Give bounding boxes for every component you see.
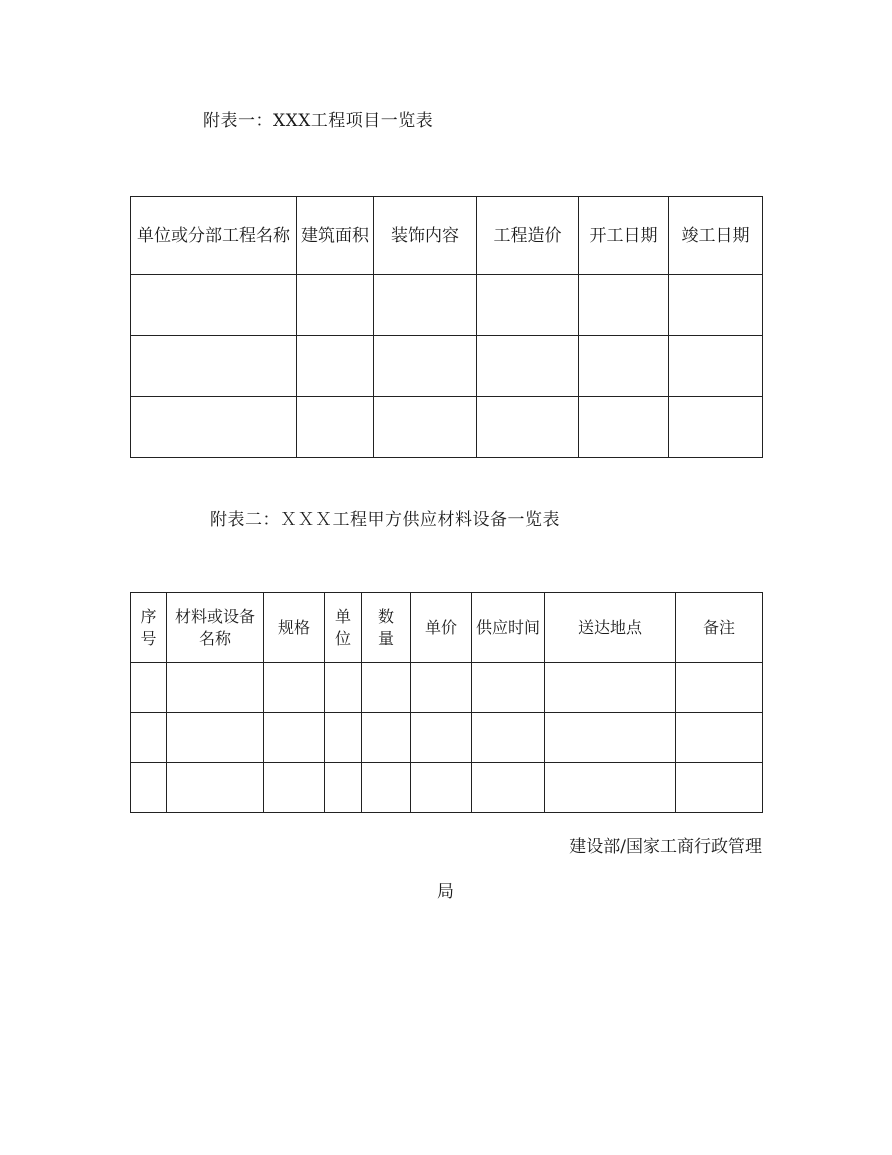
header-line: 规格 (277, 617, 310, 637)
table-header-row (131, 197, 763, 275)
header-line: 送达地点 (577, 617, 642, 637)
table-cell (669, 275, 763, 336)
table-row (131, 663, 763, 713)
table-cell (374, 336, 477, 397)
table-row (131, 397, 763, 458)
table-cell (297, 336, 374, 397)
table-cell (325, 763, 362, 813)
header-cell-supply-time (472, 593, 545, 663)
table-cell (411, 713, 472, 763)
header-cell-serial (131, 593, 167, 663)
table-cell (477, 275, 579, 336)
table-cell (167, 763, 264, 813)
table-cell (167, 663, 264, 713)
header-cell-unit-price (411, 593, 472, 663)
table-cell (676, 663, 763, 713)
table-cell (297, 397, 374, 458)
table-cell (325, 663, 362, 713)
header-cell-decoration: 装饰内容 (374, 197, 477, 275)
material-supply-table (130, 592, 763, 813)
issuer-line-1: 建设部/国家工商行政管理 (569, 837, 762, 857)
table-cell (131, 713, 167, 763)
table-cell (325, 713, 362, 763)
header-line: 单 (334, 606, 351, 626)
table-cell (477, 336, 579, 397)
table-cell (669, 336, 763, 397)
header-cell-material-name (167, 593, 264, 663)
table-cell (264, 713, 325, 763)
table-cell (167, 713, 264, 763)
table-cell (131, 663, 167, 713)
table-row (131, 336, 763, 397)
table-cell (131, 336, 297, 397)
table-cell (676, 713, 763, 763)
table-cell (131, 275, 297, 336)
table-cell (297, 275, 374, 336)
table-cell (545, 763, 676, 813)
table-cell (472, 663, 545, 713)
header-cell-spec (264, 593, 325, 663)
table-cell (362, 663, 411, 713)
issuer-line-2: 局 (437, 882, 454, 902)
header-line: 单价 (424, 617, 457, 637)
header-cell-remarks (676, 593, 763, 663)
table-cell (411, 663, 472, 713)
table1-caption: 附表一：XXX工程项目一览表 (203, 111, 434, 131)
table-row (131, 763, 763, 813)
table-header-row (131, 593, 763, 663)
header-line: 数 (377, 606, 394, 626)
table-cell (131, 763, 167, 813)
table-cell (374, 397, 477, 458)
table-cell (362, 713, 411, 763)
header-line: 位 (334, 628, 351, 648)
header-cell-unit (325, 593, 362, 663)
header-line: 材料或设备 (174, 606, 255, 626)
header-cell-unit-name: 单位或分部工程名称 (131, 197, 297, 275)
table-row (131, 713, 763, 763)
table-cell (362, 763, 411, 813)
header-cell-start-date: 开工日期 (579, 197, 669, 275)
table-row (131, 275, 763, 336)
header-line: 备注 (702, 617, 735, 637)
table-cell (472, 763, 545, 813)
table-cell (477, 397, 579, 458)
project-list-table (130, 196, 763, 458)
header-cell-quantity (362, 593, 411, 663)
table-cell (545, 663, 676, 713)
header-line: 名称 (198, 628, 231, 648)
table-cell (676, 763, 763, 813)
table-cell (472, 713, 545, 763)
table-cell (545, 713, 676, 763)
header-cell-delivery-place (545, 593, 676, 663)
table-cell (264, 663, 325, 713)
header-line: 量 (377, 628, 394, 648)
table2-caption: 附表二：ＸＸＸ工程甲方供应材料设备一览表 (210, 510, 560, 530)
table-cell (131, 397, 297, 458)
header-line: 序 (140, 606, 157, 626)
table-cell (579, 275, 669, 336)
table-cell (669, 397, 763, 458)
header-cell-cost: 工程造价 (477, 197, 579, 275)
table-cell (374, 275, 477, 336)
table-cell (411, 763, 472, 813)
header-line: 供应时间 (475, 617, 540, 637)
header-cell-end-date: 竣工日期 (669, 197, 763, 275)
header-cell-building-area: 建筑面积 (297, 197, 374, 275)
table-cell (579, 336, 669, 397)
header-line: 号 (140, 628, 157, 648)
table-cell (579, 397, 669, 458)
table-cell (264, 763, 325, 813)
